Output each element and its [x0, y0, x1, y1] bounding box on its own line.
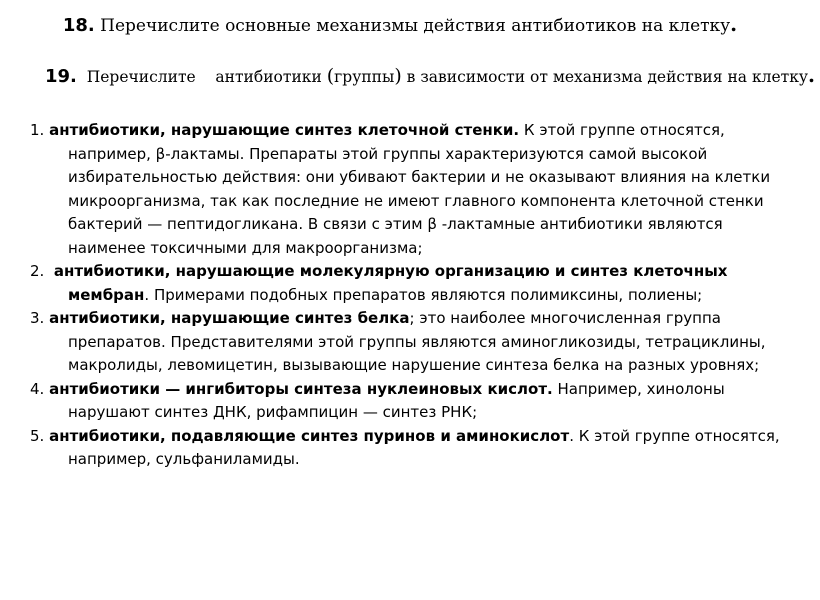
question-18-heading — [0, 12, 800, 38]
answer-item-4 — [30, 378, 790, 425]
answer-item-1 — [30, 119, 790, 260]
answer-item-2 — [30, 260, 790, 307]
answer-item-3 — [30, 307, 790, 378]
answer-number: 3. — [30, 309, 50, 327]
answer-number: 1. — [30, 121, 50, 139]
answer-text: . Примерами подобных препаратов являются полимиксины, полиены; — [144, 285, 703, 304]
question-19-number: 19. — [44, 66, 77, 87]
answer-title: антибиотики, подавляющие синтез пуринов и аминокислот — [49, 426, 570, 445]
question-19-text-c: в зависимости от механизма действия на клетку — [401, 68, 809, 86]
answer-number: 2. — [30, 262, 54, 280]
question-18-text: Перечислите основные механизмы действия антибиотиков на клетку — [94, 16, 731, 36]
answer-item-5 — [30, 425, 790, 472]
question-19-text-a: Перечислите антибиотики — [76, 68, 327, 86]
answer-text: ; это наиболее многочисленная группа препаратов. Представителями этой группы являются аминогликозиды, тетрациклины, макролиды, левомицетин, вызывающие нарушение синтеза белка на разных уровнях; — [68, 309, 766, 374]
answer-text: . К этой группе относятся, например, сульфаниламиды. — [68, 426, 780, 468]
answer-title: антибиотики, нарушающие синтез клеточной стенки. — [49, 121, 520, 139]
answer-list — [30, 119, 790, 472]
question-18-number: 18. — [62, 15, 95, 36]
answer-number: 5. — [30, 426, 50, 445]
answer-title: антибиотики — ингибиторы синтеза нуклеиновых кислот. — [49, 379, 553, 398]
question-18-end: . — [730, 12, 738, 36]
answer-number: 4. — [30, 379, 50, 398]
question-19-paren-close: ) — [394, 65, 402, 87]
question-19-paren-open: ( — [326, 65, 335, 87]
answer-text: К этой группе относятся, например, β-лактамы. Препараты этой группы характеризуются самой высокой избирательностью действия: они убивают бактерии и не оказывают влияния на клетки микроорганизма, так как последние не имеют главного компонента клеточной стенки бактерий — пептидогликана. В связи с этим β -лактамные антибиотики являются наименее токсичными для макроорганизма; — [68, 121, 771, 257]
question-19-end: . — [808, 63, 816, 87]
question-19-heading — [40, 64, 820, 89]
question-19-text-b: группы — [334, 68, 395, 86]
answer-title: антибиотики, нарушающие синтез белка — [49, 309, 410, 327]
answer-text: Например, хинолоны нарушают синтез ДНК, рифампицин — синтез РНК; — [68, 379, 725, 421]
answer-title: антибиотики, нарушающие молекулярную организацию и синтез клеточных мембран — [53, 262, 728, 304]
